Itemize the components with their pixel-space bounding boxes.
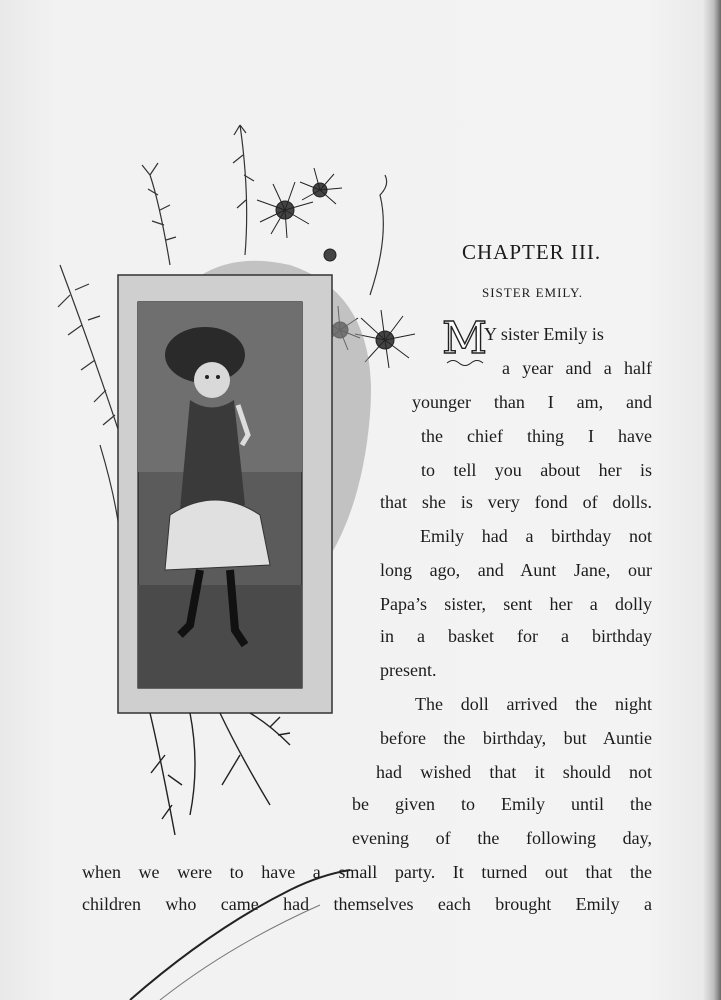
body-text-line: the chief thing I have bbox=[421, 426, 652, 446]
flourish-icon bbox=[443, 358, 485, 368]
body-text-line: present. bbox=[380, 660, 437, 680]
body-text-line: Y sister Emily is bbox=[484, 324, 604, 344]
body-text-line: long ago, and Aunt Jane, our bbox=[380, 560, 652, 580]
body-text-line: that she is very fond of dolls. bbox=[380, 492, 652, 512]
body-text-line: younger than I am, and bbox=[412, 392, 652, 412]
body-text-line: before the birthday, but Auntie bbox=[380, 728, 652, 748]
body-text-line: Papa’s sister, sent her a dolly bbox=[380, 594, 652, 614]
chapter-subtitle: SISTER EMILY. bbox=[482, 285, 584, 300]
page-edge-shadow bbox=[703, 0, 721, 1000]
body-text-line: in a basket for a birthday bbox=[380, 626, 652, 646]
drop-cap: M bbox=[442, 313, 488, 364]
stems-below bbox=[150, 713, 290, 835]
body-text-line: had wished that it should not bbox=[376, 762, 652, 782]
body-text-line: evening of the following day, bbox=[352, 828, 652, 848]
chapter-title: CHAPTER III. bbox=[462, 240, 602, 264]
body-text-line: be given to Emily until the bbox=[352, 794, 652, 814]
body-text-line: to tell you about her is bbox=[421, 460, 652, 480]
body-text-line: The doll arrived the night bbox=[415, 694, 652, 714]
body-text-line: children who came had themselves each brought Emily a bbox=[82, 894, 652, 914]
body-text-line: a year and a half bbox=[502, 358, 652, 378]
pen-mark bbox=[120, 860, 380, 1000]
body-text-line: when we were to have a small party. It turned out that the bbox=[82, 862, 652, 882]
body-text-line: Emily had a birthday not bbox=[420, 526, 652, 546]
